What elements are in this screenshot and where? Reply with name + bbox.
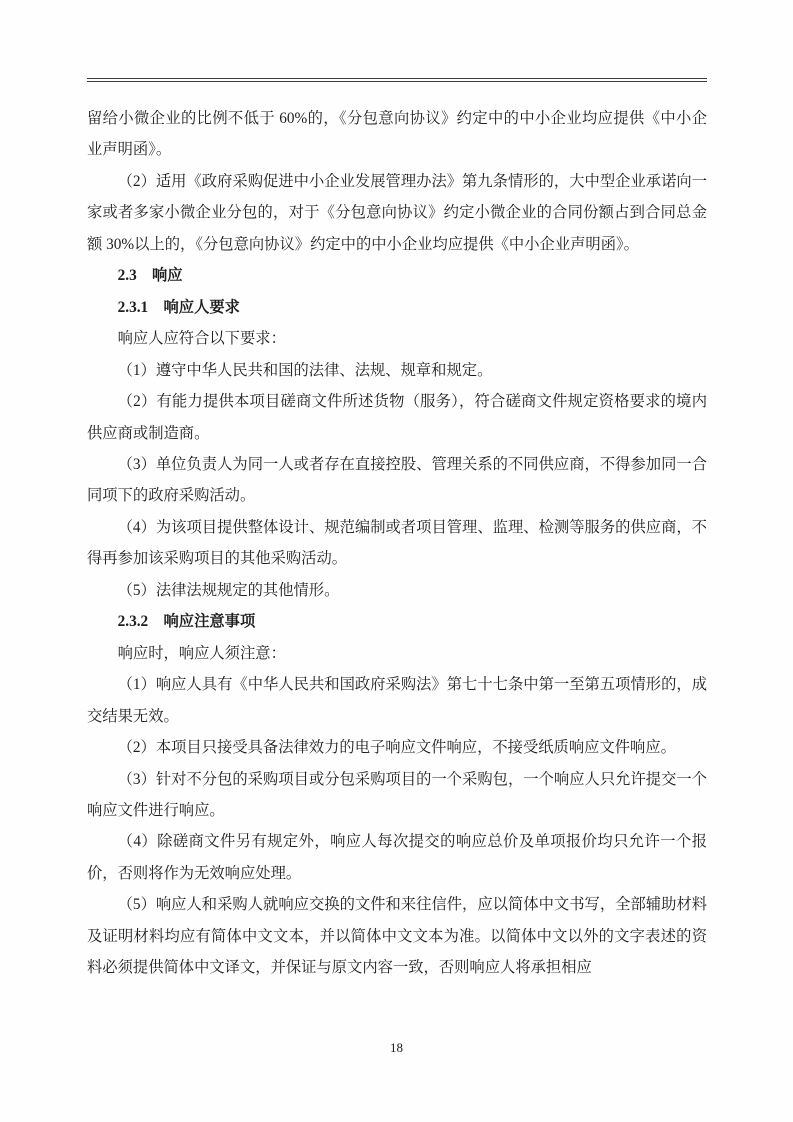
paragraph-note-4: （4）除磋商文件另有规定外，响应人每次提交的响应总价及单项报价均只允许一个报价，否则将作为无效响应处理。 (87, 833, 707, 882)
document-content (87, 78, 707, 984)
page-number: 18 (390, 1040, 403, 1055)
header-double-rule (87, 78, 707, 82)
heading-2-3-1: 2.3.1 响应人要求 (117, 298, 240, 316)
paragraph-note-1: （1）响应人具有《中华人民共和国政府采购法》第七十七条中第一至第五项情形的，成交结果无效。 (87, 676, 707, 725)
paragraph-item-2: （2）适用《政府采购促进中小企业发展管理办法》第九条情形的，大中型企业承诺向一家或者多家小微企业分包的，对于《分包意向协议》约定小微企业的合同份额占到合同总金额 30%以上的，《分包意向协议》约定中的中小企业均应提供《中小企业声明函》。 (87, 172, 707, 253)
paragraph-note-3: （3）针对不分包的采购项目或分包采购项目的一个采购包，一个响应人只允许提交一个响应文件进行响应。 (87, 770, 707, 819)
paragraph-requirement-1: （1）遵守中华人民共和国的法律、法规、规章和规定。 (117, 361, 493, 379)
paragraph-continuation: 留给小微企业的比例不低于 60%的，《分包意向协议》约定中的中小企业均应提供《中小企业声明函》。 (87, 110, 707, 159)
paragraph-notes-intro: 响应时，响应人须注意： (117, 644, 286, 662)
document-body (87, 103, 707, 984)
heading-2-3: 2.3 响应 (117, 267, 183, 285)
paragraph-requirement-2: （2）有能力提供本项目磋商文件所述货物（服务），符合磋商文件规定资格要求的境内供应商或制造商。 (87, 393, 707, 442)
paragraph-note-2: （2）本项目只接受具备法律效力的电子响应文件响应，不接受纸质响应文件响应。 (117, 739, 676, 757)
heading-2-3-2: 2.3.2 响应注意事项 (117, 613, 256, 631)
paragraph-requirements-intro: 响应人应符合以下要求： (117, 330, 286, 348)
paragraph-requirement-3: （3）单位负责人为同一人或者存在直接控股、管理关系的不同供应商，不得参加同一合同项下的政府采购活动。 (87, 455, 707, 505)
paragraph-note-5: （5）响应人和采购人就响应交换的文件和来往信件，应以简体中文书写，全部辅助材料及证明材料均应有简体中文文本，并以简体中文文本为准。以简体中文以外的文字表述的资料必须提供简体中文译文，并保证与原文内容一致，否则响应人将承担相应 (87, 896, 707, 977)
paragraph-requirement-5: （5）法律法规规定的其他情形。 (117, 581, 340, 599)
paragraph-requirement-4: （4）为该项目提供整体设计、规范编制或者项目管理、监理、检测等服务的供应商，不得再参加该采购项目的其他采购活动。 (87, 518, 707, 568)
